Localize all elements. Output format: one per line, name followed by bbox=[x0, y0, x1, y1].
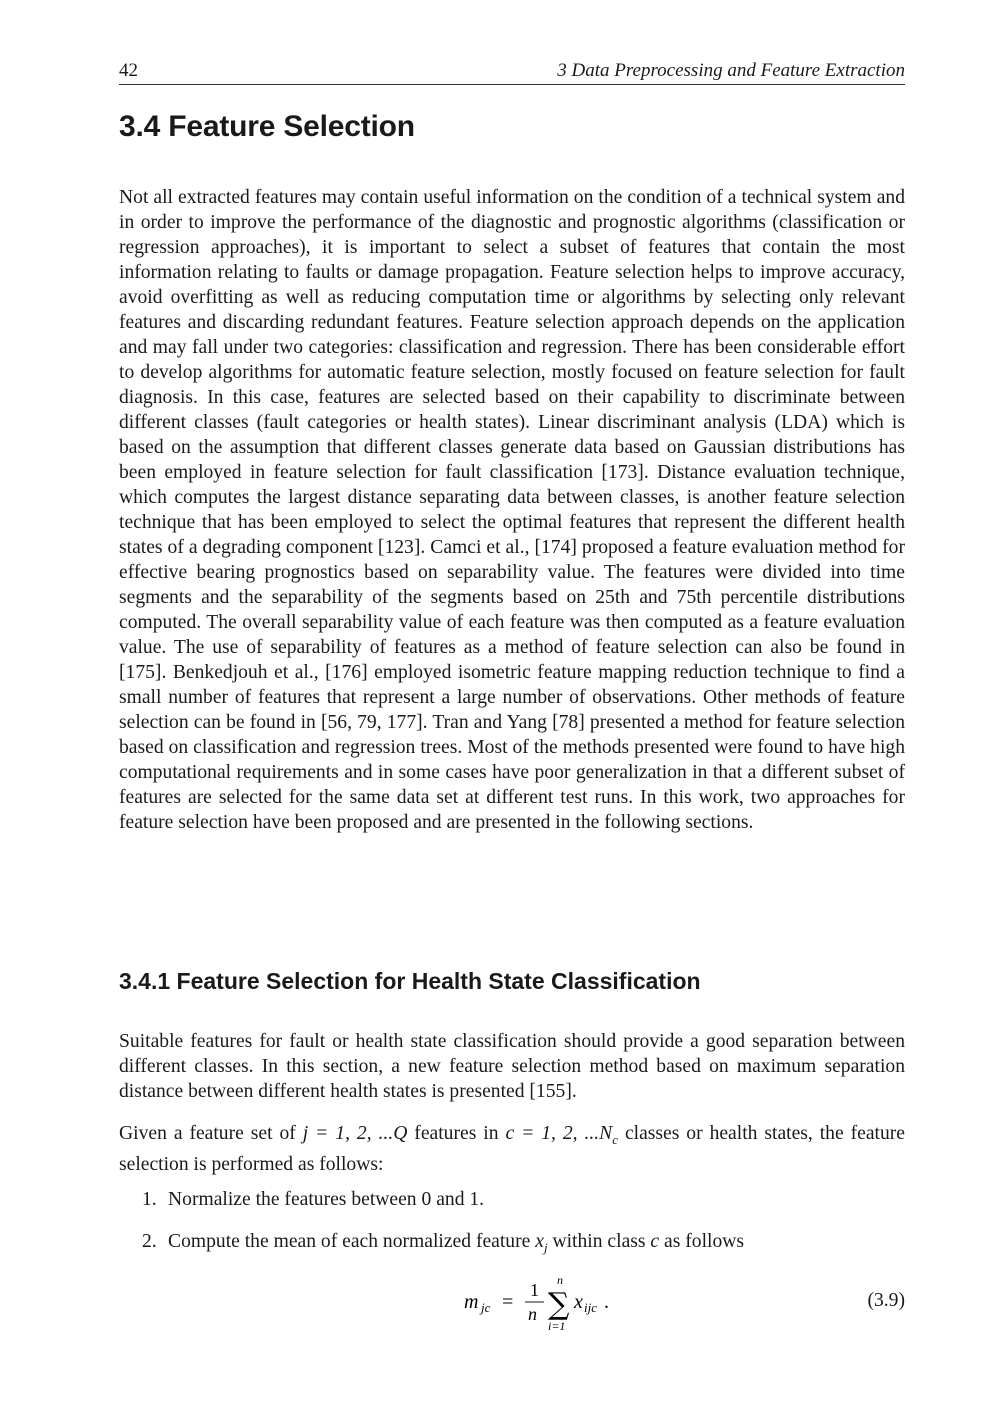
eq-lhs-sub: jc bbox=[481, 1300, 491, 1315]
math-j-range: j = 1, 2, ...Q bbox=[302, 1123, 408, 1144]
chapter-title: 3 Data Preprocessing and Feature Extraction bbox=[557, 60, 905, 81]
equation bbox=[464, 1272, 614, 1334]
equation-number: (3.9) bbox=[867, 1290, 905, 1311]
eq-sum-sign: ∑ bbox=[548, 1287, 570, 1322]
eq-term-sub: ijc bbox=[584, 1300, 597, 1315]
subsection-paragraph-2 bbox=[119, 1121, 905, 1177]
eq-lhs: m bbox=[464, 1291, 479, 1313]
page-number: 42 bbox=[119, 60, 138, 81]
list-text-1: Compute the mean of each normalized feature bbox=[168, 1231, 536, 1252]
list-text-3: as follows bbox=[659, 1231, 745, 1252]
section-paragraph: Not all extracted features may contain useful information on the condition of a technical system and in order to improve the performance of the diagnostic and prognostic algorithms (classification or regression approaches), it is important to select a subset of features that contain the most information relating to faults or damage propagation. Feature selection helps to improve accuracy, avoid overfitting as well as reducing computation time or algorithms by selecting only relevant features and discarding redundant features. Feature selection approach depends on the application and may fall under two categories: classification and regression. There has been considerable effort to develop algorithms for automatic feature selection, mostly focused on feature selection for fault diagnosis. In this case, features are selected based on their capability to discriminate between different classes (fault categories or health states). Linear discriminant analysis (LDA) which is based on the assumption that different classes generate data based on Gaussian distributions has been employed in feature selection for fault classification [173]. Distance evaluation technique, which computes the largest distance separating data between classes, is another feature selection technique that has been employed to select the optimal features that represent the different health states of a degrading component [123]. Camci et al., [174] proposed a feature evaluation method for effective bearing prognostics based on separability value. The features were divided into time segments and the separability of the segments based on 25th and 75th percentile distributions computed. The overall separability value of each feature was then computed as a feature evaluation value. The use of separability of features as a method of feature selection can also be found in [175]. Benkedjouh et al., [176] employed isometric feature mapping reduction technique to find a small number of features that represent a large number of observations. Other methods of feature selection can be found in [56, 79, 177]. Tran and Yang [78] presented a method for feature selection based on classification and regression trees. Most of the methods presented were found to have high computational requirements and in some cases have poor generalization in that a different subset of features are selected for the same data set at different test runs. In this work, two approaches for feature selection have been proposed and are presented in the following sections. bbox=[119, 187, 905, 833]
math-x: x bbox=[535, 1231, 544, 1252]
subsection-paragraph-1: Suitable features for fault or health state classification should provide a good separation between different classes. In this section, a new feature selection method based on maximum separation distance between different health states is presented [155]. bbox=[119, 1031, 905, 1102]
p2-text-2: features in bbox=[407, 1123, 506, 1144]
eq-frac-num: 1 bbox=[530, 1280, 539, 1300]
eq-frac-den: n bbox=[528, 1304, 537, 1324]
eq-term: x bbox=[574, 1291, 583, 1313]
list-item bbox=[142, 1187, 905, 1212]
list-item bbox=[142, 1229, 905, 1260]
eq-sum-bottom: i=1 bbox=[548, 1319, 566, 1333]
eq-sum-top: n bbox=[557, 1273, 563, 1287]
eq-equals: = bbox=[502, 1291, 514, 1313]
math-c-range: c = 1, 2, ...N bbox=[505, 1123, 613, 1144]
p2-text-3: classes or health states, the feature selection is performed as follows: bbox=[119, 1123, 905, 1175]
section-heading: 3.4 Feature Selection bbox=[119, 110, 415, 143]
equation-row bbox=[119, 1272, 905, 1334]
list-number: 2. bbox=[142, 1231, 157, 1252]
list-number: 1. bbox=[142, 1189, 157, 1210]
math-c-sub: c bbox=[612, 1131, 619, 1147]
eq-end: . bbox=[604, 1291, 609, 1313]
list-text-2: within class bbox=[547, 1231, 651, 1252]
math-x-sub: j bbox=[543, 1239, 548, 1255]
running-header bbox=[119, 58, 905, 85]
p2-text-1: Given a feature set of bbox=[119, 1123, 303, 1144]
list-text: Normalize the features between 0 and 1. bbox=[168, 1189, 485, 1210]
math-c: c bbox=[650, 1231, 660, 1252]
subsection-heading: 3.4.1 Feature Selection for Health State Classification bbox=[119, 968, 701, 994]
